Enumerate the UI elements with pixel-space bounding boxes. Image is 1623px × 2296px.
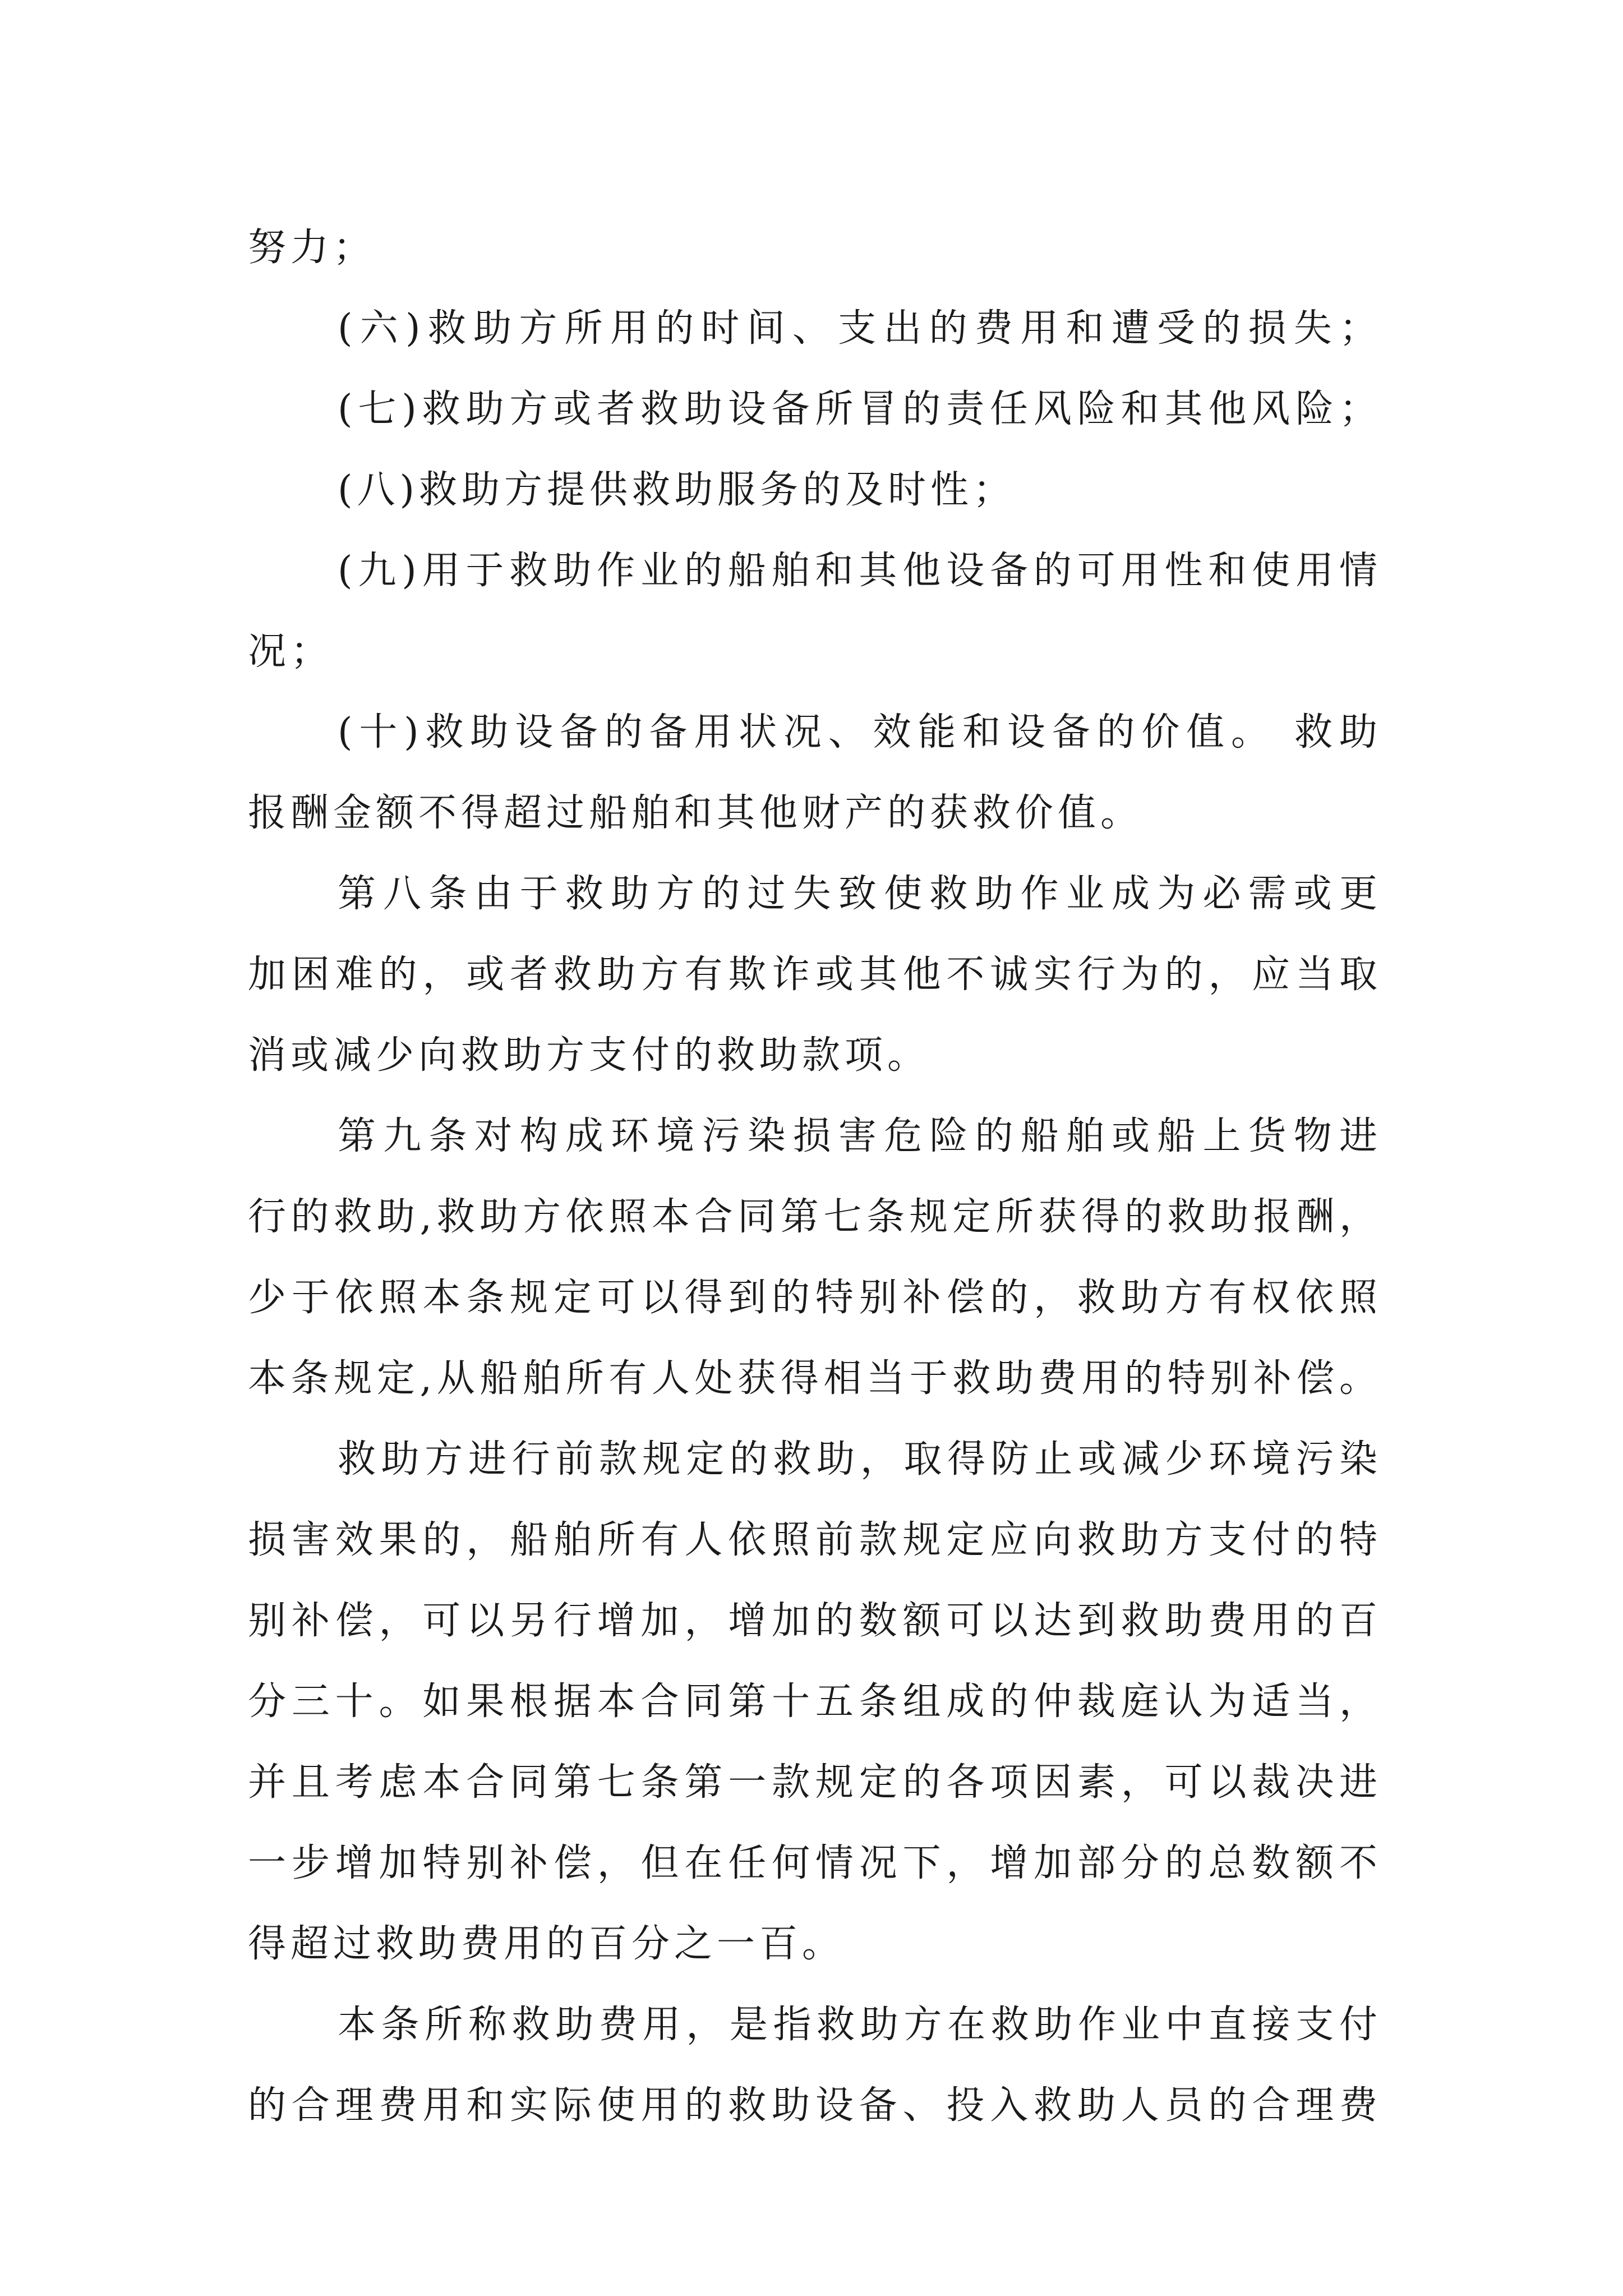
text-line: (六)救助方所用的时间、支出的费用和遭受的损失；: [338, 306, 1382, 351]
text-line: 得超过救助费用的百分之一百。: [248, 1922, 845, 1966]
text-line: 行的救助,救助方依照本合同第七条规定所获得的救助报酬，: [248, 1195, 1382, 1239]
text-line: 别补偿，可以另行增加，增加的数额可以达到救助费用的百: [248, 1599, 1382, 1643]
text-line: 少于依照本条规定可以得到的特别补偿的，救助方有权依照: [248, 1276, 1382, 1320]
text-line: (七)救助方或者救助设备所冒的责任风险和其他风险；: [338, 387, 1382, 431]
text-line: 并且考虑本合同第七条第一款规定的各项因素，可以裁决进: [248, 1760, 1382, 1805]
text-line: 损害效果的，船舶所有人依照前款规定应向救助方支付的特: [248, 1518, 1382, 1562]
text-line: 第九条对构成环境污染损害危险的船舶或船上货物进: [338, 1114, 1382, 1158]
text-line: 本条所称救助费用，是指救助方在救助作业中直接支付: [338, 2003, 1382, 2047]
text-line: 的合理费用和实际使用的救助设备、投入救助人员的合理费: [248, 2083, 1382, 2128]
text-line: (十)救助设备的备用状况、效能和设备的价值。 救助: [338, 710, 1382, 754]
text-line: 加困难的，或者救助方有欺诈或其他不诚实行为的，应当取: [248, 953, 1382, 997]
text-line: 本条规定,从船舶所有人处获得相当于救助费用的特别补偿。: [248, 1356, 1382, 1401]
text-line: 消或减少向救助方支付的救助款项。: [248, 1033, 930, 1078]
text-line: (九)用于救助作业的船舶和其他设备的可用性和使用情: [338, 549, 1382, 593]
text-line: 救助方进行前款规定的救助，取得防止或减少环境污染: [338, 1437, 1382, 1481]
text-line: 努力；: [248, 226, 376, 270]
text-line: (八)救助方提供救助服务的及时性；: [338, 468, 1016, 512]
text-line: 报酬金额不得超过船舶和其他财产的获救价值。: [248, 791, 1144, 835]
text-line: 况；: [248, 629, 334, 674]
text-line: 第八条由于救助方的过失致使救助作业成为必需或更: [338, 872, 1382, 916]
text-line: 分三十。如果根据本合同第十五条组成的仲裁庭认为适当，: [248, 1680, 1382, 1724]
text-line: 一步增加特别补偿，但在任何情况下，增加部分的总数额不: [248, 1841, 1382, 1885]
document-body: [248, 208, 1382, 2146]
